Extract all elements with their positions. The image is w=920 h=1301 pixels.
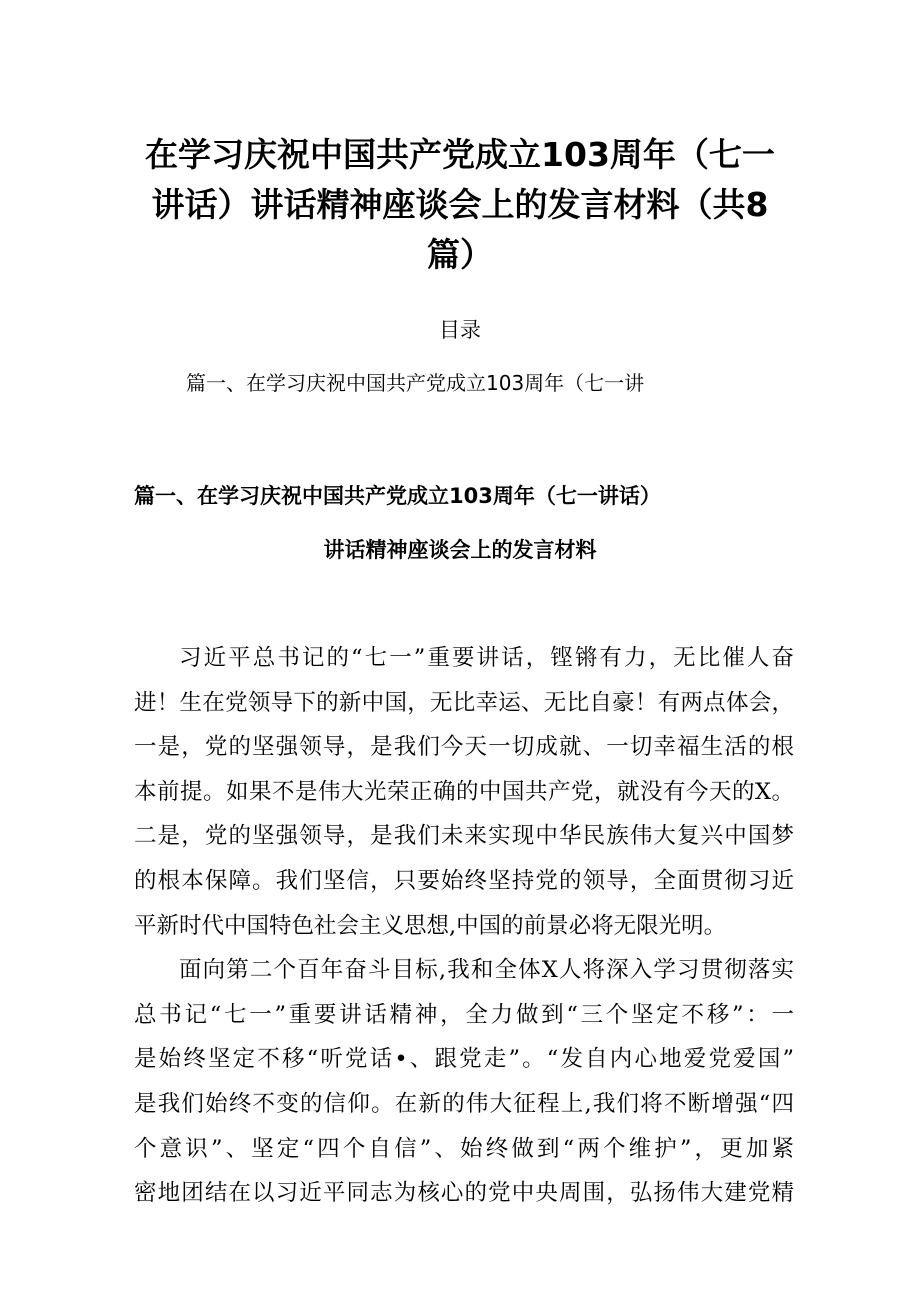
body-line: 的根本保障。我们坚信，只要始终坚持党的领导，全面贯彻习近 (134, 867, 794, 894)
body-line: 习近平总书记的“七一”重要讲话，铿锵有力，无比催人奋 (179, 645, 794, 671)
body-line: 是始终坚定不移“听党话•、跟党走”。“发自内心地爱党爱国” (134, 1046, 794, 1073)
body-line: 进！生在党领导下的新中国，无比幸运、无比自豪！有两点体会， (134, 689, 794, 716)
body-line: 总书记“七一”重要讲话精神，全力做到“三个坚定不移”：一 (134, 1001, 794, 1028)
toc-item-1[interactable]: 篇一、在学习庆祝中国共产党成立103周年（七一讲 (186, 371, 645, 395)
body-line: 本前提。如果不是伟大光荣正确的中国共产党，就没有今天的X。 (134, 778, 794, 805)
body-line: 二是，党的坚强领导，是我们未来实现中华民族伟大复兴中国梦 (134, 823, 794, 850)
section-subheading: 讲话精神座谈会上的发言材料 (323, 538, 597, 562)
body-line: 面向第二个百年奋斗目标,我和全体X人将深入学习贯彻落实 (179, 957, 794, 984)
body-line: 个意识”、坚定“四个自信”、始终做到“两个维护”，更加紧 (134, 1135, 794, 1162)
title-line: 讲话）讲话精神座谈会上的发言材料（共8 (151, 185, 769, 224)
body-line: 平新时代中国特色社会主义思想,中国的前景必将无限光明。 (134, 912, 727, 939)
title-line: 在学习庆祝中国共产党成立103周年（七一 (145, 135, 775, 174)
toc-heading: 目录 (439, 318, 481, 342)
title-line: 篇） (427, 235, 493, 274)
body-line: 是我们始终不变的信仰。在新的伟大征程上,我们将不断增强“四 (134, 1090, 794, 1117)
body-text (134, 636, 794, 1216)
body-line: 一是，党的坚强领导，是我们今天一切成就、一切幸福生活的根 (134, 734, 794, 761)
body-line: 密地团结在以习近平同志为核心的党中央周围，弘扬伟大建党精 (134, 1180, 794, 1207)
section-heading: 篇一、在学习庆祝中国共产党成立103周年（七一讲话） (134, 484, 661, 508)
document-title (130, 130, 790, 280)
